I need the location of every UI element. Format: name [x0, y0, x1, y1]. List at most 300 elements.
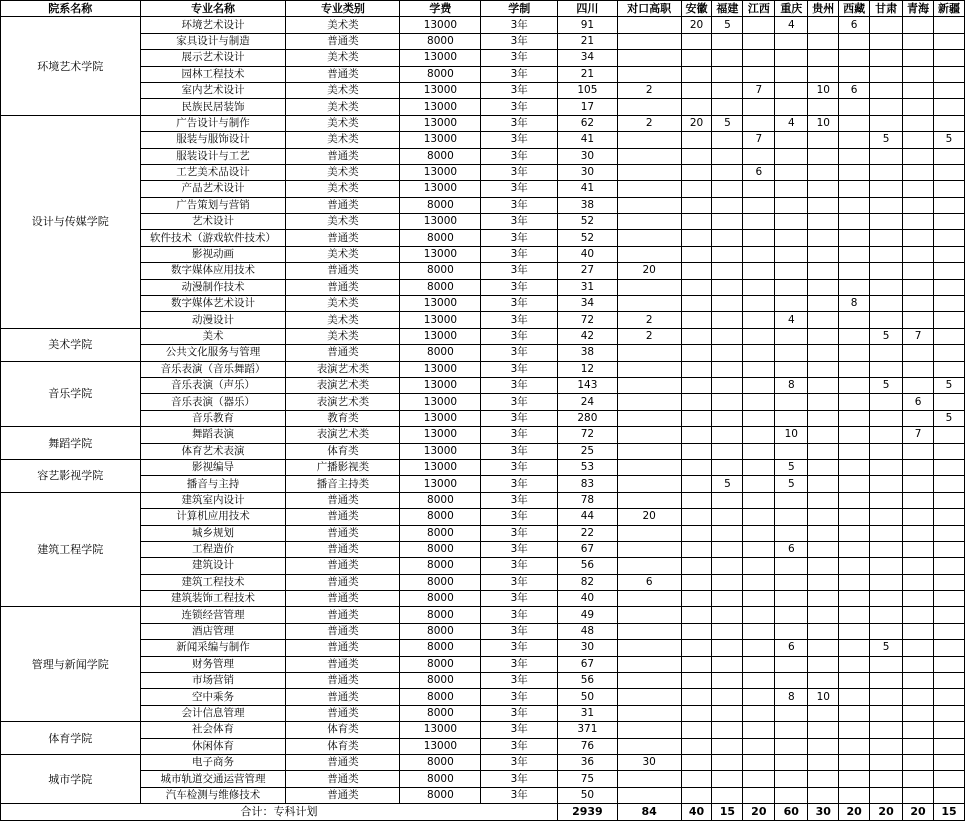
table-cell: 76 — [558, 738, 618, 754]
major-name: 音乐教育 — [140, 410, 286, 426]
table-cell: 7 — [903, 427, 934, 443]
table-cell — [681, 541, 712, 557]
table-row — [1, 33, 965, 49]
table-row — [1, 476, 965, 492]
table-cell: 13000 — [400, 181, 481, 197]
table-cell: 280 — [558, 410, 618, 426]
table-cell: 3年 — [481, 345, 558, 361]
table-cell: 8000 — [400, 509, 481, 525]
table-cell: 3年 — [481, 312, 558, 328]
table-cell — [933, 50, 964, 66]
table-cell — [712, 754, 743, 770]
major-name: 服装与服饰设计 — [140, 132, 286, 148]
table-cell — [712, 525, 743, 541]
total-cell: 15 — [933, 804, 964, 820]
table-cell — [808, 787, 839, 803]
table-cell — [617, 705, 681, 721]
table-cell — [743, 50, 775, 66]
table-cell — [870, 722, 903, 738]
table-cell: 56 — [558, 673, 618, 689]
table-cell: 13000 — [400, 17, 481, 33]
table-cell — [743, 574, 775, 590]
table-cell: 8000 — [400, 591, 481, 607]
table-row — [1, 410, 965, 426]
major-name: 软件技术（游戏软件技术） — [140, 230, 286, 246]
table-cell — [712, 33, 743, 49]
table-cell — [775, 50, 808, 66]
table-cell — [617, 394, 681, 410]
table-cell — [808, 132, 839, 148]
table-cell — [839, 673, 870, 689]
table-cell — [903, 99, 934, 115]
table-cell: 3年 — [481, 656, 558, 672]
table-cell — [808, 394, 839, 410]
table-cell — [775, 525, 808, 541]
major-category: 广播影视类 — [286, 459, 400, 475]
college-name: 建筑工程学院 — [1, 492, 141, 607]
table-cell — [933, 771, 964, 787]
table-cell: 3年 — [481, 623, 558, 639]
table-cell — [808, 754, 839, 770]
table-cell: 13000 — [400, 738, 481, 754]
table-cell — [617, 246, 681, 262]
table-cell — [808, 607, 839, 623]
table-row — [1, 738, 965, 754]
table-cell — [839, 787, 870, 803]
table-cell: 13000 — [400, 427, 481, 443]
table-cell — [775, 656, 808, 672]
table-cell — [933, 509, 964, 525]
table-cell — [933, 312, 964, 328]
table-cell — [870, 164, 903, 180]
table-cell: 13000 — [400, 476, 481, 492]
table-cell: 20 — [617, 263, 681, 279]
table-cell — [775, 738, 808, 754]
table-cell — [839, 345, 870, 361]
table-cell — [808, 345, 839, 361]
table-cell — [617, 722, 681, 738]
table-cell — [933, 148, 964, 164]
table-cell — [712, 673, 743, 689]
table-cell: 48 — [558, 623, 618, 639]
major-name: 音乐表演（音乐舞蹈） — [140, 361, 286, 377]
table-cell: 3年 — [481, 279, 558, 295]
major-category: 普通类 — [286, 591, 400, 607]
table-cell — [870, 443, 903, 459]
table-cell — [617, 558, 681, 574]
table-cell — [775, 558, 808, 574]
table-cell — [808, 541, 839, 557]
table-cell: 3年 — [481, 673, 558, 689]
table-cell: 13000 — [400, 459, 481, 475]
table-cell — [712, 214, 743, 230]
table-cell — [903, 148, 934, 164]
table-cell: 13000 — [400, 443, 481, 459]
header-cell: 安徽 — [681, 1, 712, 17]
table-cell — [617, 345, 681, 361]
table-cell — [681, 689, 712, 705]
table-cell: 8000 — [400, 754, 481, 770]
table-cell — [839, 574, 870, 590]
table-cell: 5 — [712, 17, 743, 33]
table-cell: 38 — [558, 197, 618, 213]
table-cell: 34 — [558, 296, 618, 312]
table-cell — [933, 214, 964, 230]
table-row — [1, 17, 965, 33]
table-cell: 52 — [558, 214, 618, 230]
table-cell — [839, 558, 870, 574]
table-cell — [808, 197, 839, 213]
major-name: 休闲体育 — [140, 738, 286, 754]
table-cell — [808, 656, 839, 672]
table-cell: 3年 — [481, 246, 558, 262]
table-cell — [681, 164, 712, 180]
major-name: 新闻采编与制作 — [140, 640, 286, 656]
table-cell: 12 — [558, 361, 618, 377]
table-cell — [933, 197, 964, 213]
table-cell — [712, 623, 743, 639]
table-row — [1, 623, 965, 639]
table-cell — [808, 230, 839, 246]
table-cell — [933, 345, 964, 361]
table-cell — [712, 361, 743, 377]
table-cell — [808, 296, 839, 312]
table-cell — [933, 623, 964, 639]
table-cell: 13000 — [400, 394, 481, 410]
table-cell — [933, 705, 964, 721]
table-cell — [775, 394, 808, 410]
table-cell: 56 — [558, 558, 618, 574]
table-cell — [808, 640, 839, 656]
table-cell — [743, 33, 775, 49]
table-cell — [681, 345, 712, 361]
table-cell: 3年 — [481, 705, 558, 721]
table-cell — [903, 345, 934, 361]
table-cell — [681, 787, 712, 803]
table-cell — [712, 640, 743, 656]
table-cell — [870, 525, 903, 541]
table-cell — [933, 164, 964, 180]
table-cell — [903, 82, 934, 98]
table-cell — [839, 263, 870, 279]
table-cell — [712, 263, 743, 279]
table-cell — [712, 771, 743, 787]
table-cell — [870, 410, 903, 426]
college-name: 城市学院 — [1, 754, 141, 803]
major-name: 工艺美术品设计 — [140, 164, 286, 180]
table-cell — [712, 558, 743, 574]
major-name: 空中乘务 — [140, 689, 286, 705]
table-cell — [870, 509, 903, 525]
total-cell: 84 — [617, 804, 681, 820]
table-cell — [808, 574, 839, 590]
table-cell: 20 — [681, 115, 712, 131]
table-cell — [839, 197, 870, 213]
table-cell — [903, 509, 934, 525]
table-cell — [903, 640, 934, 656]
table-cell — [743, 214, 775, 230]
table-cell — [681, 558, 712, 574]
table-cell: 8 — [775, 689, 808, 705]
table-cell — [870, 754, 903, 770]
major-category: 普通类 — [286, 509, 400, 525]
table-cell — [681, 754, 712, 770]
table-cell — [775, 673, 808, 689]
table-cell: 3年 — [481, 230, 558, 246]
table-cell — [617, 33, 681, 49]
table-cell: 8000 — [400, 640, 481, 656]
table-cell — [933, 754, 964, 770]
table-cell — [617, 787, 681, 803]
table-cell — [712, 181, 743, 197]
table-cell: 83 — [558, 476, 618, 492]
major-name: 服装设计与工艺 — [140, 148, 286, 164]
table-cell — [870, 345, 903, 361]
table-cell — [743, 689, 775, 705]
table-cell: 3年 — [481, 377, 558, 393]
table-cell: 143 — [558, 377, 618, 393]
table-row — [1, 279, 965, 295]
table-cell: 371 — [558, 722, 618, 738]
table-cell — [839, 738, 870, 754]
total-cell: 20 — [903, 804, 934, 820]
table-cell — [617, 427, 681, 443]
table-cell: 42 — [558, 328, 618, 344]
table-cell — [933, 673, 964, 689]
major-name: 动漫设计 — [140, 312, 286, 328]
table-cell — [681, 525, 712, 541]
table-cell — [617, 296, 681, 312]
table-cell: 24 — [558, 394, 618, 410]
table-cell — [839, 525, 870, 541]
table-cell — [870, 181, 903, 197]
table-cell: 3年 — [481, 738, 558, 754]
table-cell: 3年 — [481, 525, 558, 541]
table-cell: 8000 — [400, 345, 481, 361]
table-cell — [808, 427, 839, 443]
table-cell: 13000 — [400, 99, 481, 115]
college-name: 美术学院 — [1, 328, 141, 361]
header-cell: 学制 — [481, 1, 558, 17]
table-cell: 13000 — [400, 410, 481, 426]
table-row — [1, 640, 965, 656]
table-cell — [839, 394, 870, 410]
table-cell: 8000 — [400, 197, 481, 213]
table-cell — [681, 443, 712, 459]
table-row — [1, 591, 965, 607]
table-cell — [743, 377, 775, 393]
table-cell — [775, 164, 808, 180]
major-name: 影视编导 — [140, 459, 286, 475]
table-cell — [903, 296, 934, 312]
table-cell — [743, 787, 775, 803]
table-cell: 2 — [617, 328, 681, 344]
table-cell — [870, 738, 903, 754]
table-cell: 5 — [933, 377, 964, 393]
table-cell: 7 — [903, 328, 934, 344]
table-cell — [870, 246, 903, 262]
table-cell: 105 — [558, 82, 618, 98]
table-cell — [775, 705, 808, 721]
table-cell — [712, 394, 743, 410]
table-cell: 21 — [558, 66, 618, 82]
table-cell — [775, 410, 808, 426]
table-cell — [870, 82, 903, 98]
table-cell — [903, 246, 934, 262]
table-cell — [681, 279, 712, 295]
table-cell — [743, 246, 775, 262]
table-row — [1, 181, 965, 197]
table-cell — [839, 722, 870, 738]
table-cell — [712, 164, 743, 180]
header-cell: 新疆 — [933, 1, 964, 17]
table-cell: 8000 — [400, 558, 481, 574]
table-cell: 3年 — [481, 328, 558, 344]
table-cell — [870, 705, 903, 721]
major-category: 普通类 — [286, 541, 400, 557]
table-cell — [681, 197, 712, 213]
table-cell — [903, 443, 934, 459]
table-cell: 3年 — [481, 296, 558, 312]
table-cell — [839, 427, 870, 443]
table-cell — [933, 263, 964, 279]
table-cell: 3年 — [481, 82, 558, 98]
table-cell — [775, 132, 808, 148]
table-cell — [617, 17, 681, 33]
table-cell — [933, 558, 964, 574]
table-cell — [870, 66, 903, 82]
table-cell — [775, 263, 808, 279]
table-cell — [775, 443, 808, 459]
major-category: 美术类 — [286, 115, 400, 131]
table-cell: 50 — [558, 787, 618, 803]
table-cell — [808, 33, 839, 49]
table-cell — [681, 328, 712, 344]
table-cell: 49 — [558, 607, 618, 623]
table-cell — [617, 459, 681, 475]
table-cell — [775, 82, 808, 98]
major-name: 酒店管理 — [140, 623, 286, 639]
major-name: 室内艺术设计 — [140, 82, 286, 98]
table-cell: 3年 — [481, 541, 558, 557]
table-cell — [870, 279, 903, 295]
major-category: 体育类 — [286, 443, 400, 459]
table-cell — [870, 673, 903, 689]
table-cell — [712, 50, 743, 66]
table-cell — [743, 328, 775, 344]
major-category: 表演艺术类 — [286, 394, 400, 410]
table-cell: 5 — [712, 476, 743, 492]
table-cell — [839, 279, 870, 295]
table-cell — [903, 132, 934, 148]
major-category: 普通类 — [286, 771, 400, 787]
header-cell: 四川 — [558, 1, 618, 17]
table-cell — [681, 50, 712, 66]
table-cell — [712, 705, 743, 721]
table-cell — [681, 673, 712, 689]
table-cell — [808, 312, 839, 328]
table-cell — [775, 754, 808, 770]
major-name: 园林工程技术 — [140, 66, 286, 82]
table-cell — [903, 738, 934, 754]
major-category: 美术类 — [286, 181, 400, 197]
table-cell: 3年 — [481, 33, 558, 49]
table-cell — [870, 230, 903, 246]
table-cell: 3年 — [481, 181, 558, 197]
table-cell — [903, 771, 934, 787]
table-cell — [870, 263, 903, 279]
table-cell — [712, 296, 743, 312]
table-cell — [933, 459, 964, 475]
table-cell — [743, 197, 775, 213]
table-cell — [775, 361, 808, 377]
table-cell — [839, 771, 870, 787]
table-cell — [808, 558, 839, 574]
table-row — [1, 115, 965, 131]
table-cell — [839, 443, 870, 459]
table-cell — [870, 312, 903, 328]
table-cell — [903, 181, 934, 197]
table-cell — [808, 492, 839, 508]
table-row — [1, 66, 965, 82]
table-cell — [743, 181, 775, 197]
table-cell: 8000 — [400, 689, 481, 705]
table-cell: 34 — [558, 50, 618, 66]
table-cell — [903, 17, 934, 33]
table-row — [1, 705, 965, 721]
table-cell — [681, 66, 712, 82]
table-row — [1, 148, 965, 164]
table-cell — [743, 296, 775, 312]
major-category: 普通类 — [286, 66, 400, 82]
table-cell — [808, 410, 839, 426]
table-cell — [808, 164, 839, 180]
major-name: 社会体育 — [140, 722, 286, 738]
table-cell — [743, 361, 775, 377]
table-cell: 3年 — [481, 50, 558, 66]
table-cell: 8000 — [400, 623, 481, 639]
total-cell: 30 — [808, 804, 839, 820]
table-cell — [933, 279, 964, 295]
table-cell: 8000 — [400, 33, 481, 49]
table-cell: 3年 — [481, 394, 558, 410]
table-cell — [903, 377, 934, 393]
table-cell — [712, 541, 743, 557]
table-cell — [839, 99, 870, 115]
table-cell — [808, 509, 839, 525]
table-cell — [775, 771, 808, 787]
table-cell — [903, 279, 934, 295]
header-cell: 专业类别 — [286, 1, 400, 17]
table-cell: 5 — [870, 328, 903, 344]
table-cell: 21 — [558, 33, 618, 49]
table-cell — [839, 656, 870, 672]
table-cell: 5 — [870, 640, 903, 656]
table-cell — [743, 722, 775, 738]
table-cell: 3年 — [481, 427, 558, 443]
table-cell: 13000 — [400, 377, 481, 393]
table-cell: 6 — [839, 82, 870, 98]
table-row — [1, 558, 965, 574]
table-cell — [681, 591, 712, 607]
table-cell: 3年 — [481, 640, 558, 656]
table-cell — [870, 492, 903, 508]
table-cell — [870, 459, 903, 475]
table-cell: 3年 — [481, 214, 558, 230]
table-cell — [808, 705, 839, 721]
major-category: 普通类 — [286, 263, 400, 279]
table-row — [1, 164, 965, 180]
